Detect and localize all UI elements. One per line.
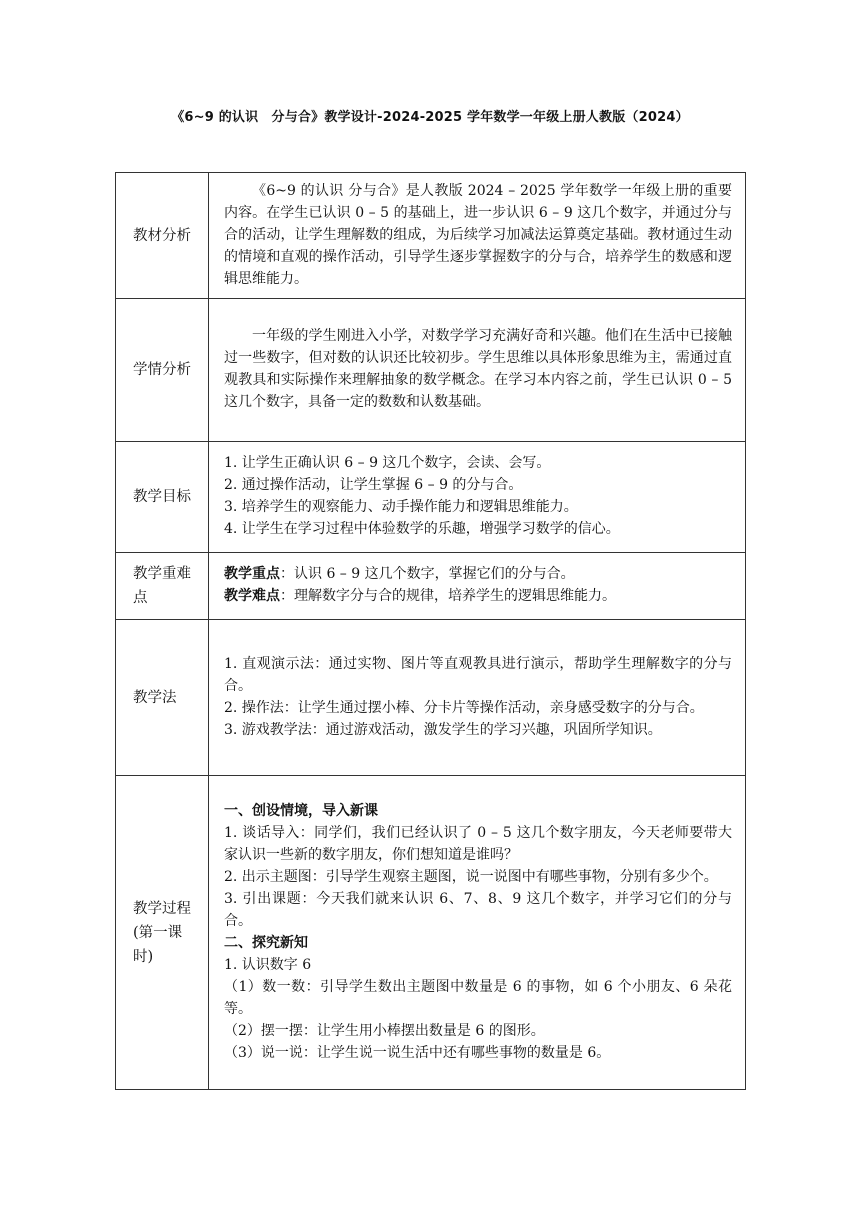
- list-item: （3）说一说：让学生说一说生活中还有哪些事物的数量是 6。: [224, 1044, 611, 1061]
- section-heading: 二、探究新知: [224, 934, 308, 951]
- textbook-analysis-text: 《6~9 的认识 分与合》是人教版 2024 – 2025 学年数学一年级上册的重要内容。在学生已认识 0 – 5 的基础上，进一步认识 6 – 9 这几个数字，并通过分与合的活动，让学生理解数的组成，为后续学习加减法运算奠定基础。教材通过生动的情境和直观的操作活动，引导学生逐步掌握数字的分与合，培养学生的数感和逻辑思维能力。: [209, 173, 746, 299]
- row-label: 教材分析: [116, 173, 209, 299]
- difficulty-text: ：理解数字分与合的规律，培养学生的逻辑思维能力。: [280, 588, 616, 604]
- lesson-plan-table: [115, 172, 746, 1090]
- key-points-text: [209, 553, 746, 620]
- document-title: 《6~9 的认识 分与合》教学设计-2024-2025 学年数学一年级上册人教版（2024）: [171, 110, 689, 125]
- section-heading: 一、创设情境，导入新课: [224, 802, 378, 819]
- process-text: [209, 776, 746, 1090]
- list-item: 2. 通过操作活动，让学生掌握 6 – 9 的分与合。: [224, 477, 523, 493]
- row-label: 教学重难点: [116, 553, 209, 620]
- row-teaching-objectives: [116, 442, 746, 553]
- row-teaching-process: [116, 776, 746, 1090]
- subsection-heading: 1. 认识数字 6: [224, 956, 312, 973]
- row-label: 教学法: [116, 620, 209, 776]
- row-key-points: [116, 553, 746, 620]
- list-item: 3. 引出课题：今天我们就来认识 6、7、8、9 这几个数字，并学习它们的分与合。: [224, 890, 732, 929]
- methods-list: [209, 620, 746, 776]
- focus-label: 教学重点: [224, 566, 280, 582]
- list-item: 3. 培养学生的观察能力、动手操作能力和逻辑思维能力。: [224, 499, 578, 515]
- list-item: 1. 谈话导入：同学们，我们已经认识了 0 – 5 这几个数字朋友，今天老师要带大家认识一些新的数字朋友，你们想知道是谁吗？: [224, 824, 732, 863]
- difficulty-label: 教学难点: [224, 588, 280, 604]
- list-item: 2. 出示主题图：引导学生观察主题图，说一说图中有哪些事物，分别有多少个。: [224, 868, 718, 885]
- list-item: （1）数一数：引导学生数出主题图中数量是 6 的事物，如 6 个小朋友、6 朵花等。: [224, 978, 732, 1017]
- row-label: 教学过程(第一课时): [116, 776, 209, 1090]
- objectives-list: [209, 442, 746, 553]
- row-teaching-methods: [116, 620, 746, 776]
- focus-text: ：认识 6 – 9 这几个数字，掌握它们的分与合。: [280, 566, 575, 582]
- row-student-analysis: [116, 299, 746, 442]
- row-label: 教学目标: [116, 442, 209, 553]
- student-analysis-text: 一年级的学生刚进入小学，对数学学习充满好奇和兴趣。他们在生活中已接触过一些数字，但对数的认识还比较初步。学生思维以具体形象思维为主，需通过直观教具和实际操作来理解抽象的数学概念。在学习本内容之前，学生已认识 0 – 5 这几个数字，具备一定的数数和认数基础。: [209, 299, 746, 442]
- list-item: 3. 游戏教学法：通过游戏活动，激发学生的学习兴趣，巩固所学知识。: [224, 721, 662, 738]
- list-item: 4. 让学生在学习过程中体验数学的乐趣，增强学习数学的信心。: [224, 521, 620, 537]
- row-textbook-analysis: [116, 173, 746, 299]
- list-item: 2. 操作法：让学生通过摆小棒、分卡片等操作活动，亲身感受数字的分与合。: [224, 699, 704, 716]
- row-label: 学情分析: [116, 299, 209, 442]
- list-item: 1. 让学生正确认识 6 – 9 这几个数字，会读、会写。: [224, 455, 551, 471]
- list-item: 1. 直观演示法：通过实物、图片等直观教具进行演示，帮助学生理解数字的分与合。: [224, 655, 732, 694]
- list-item: （2）摆一摆：让学生用小棒摆出数量是 6 的图形。: [224, 1022, 545, 1039]
